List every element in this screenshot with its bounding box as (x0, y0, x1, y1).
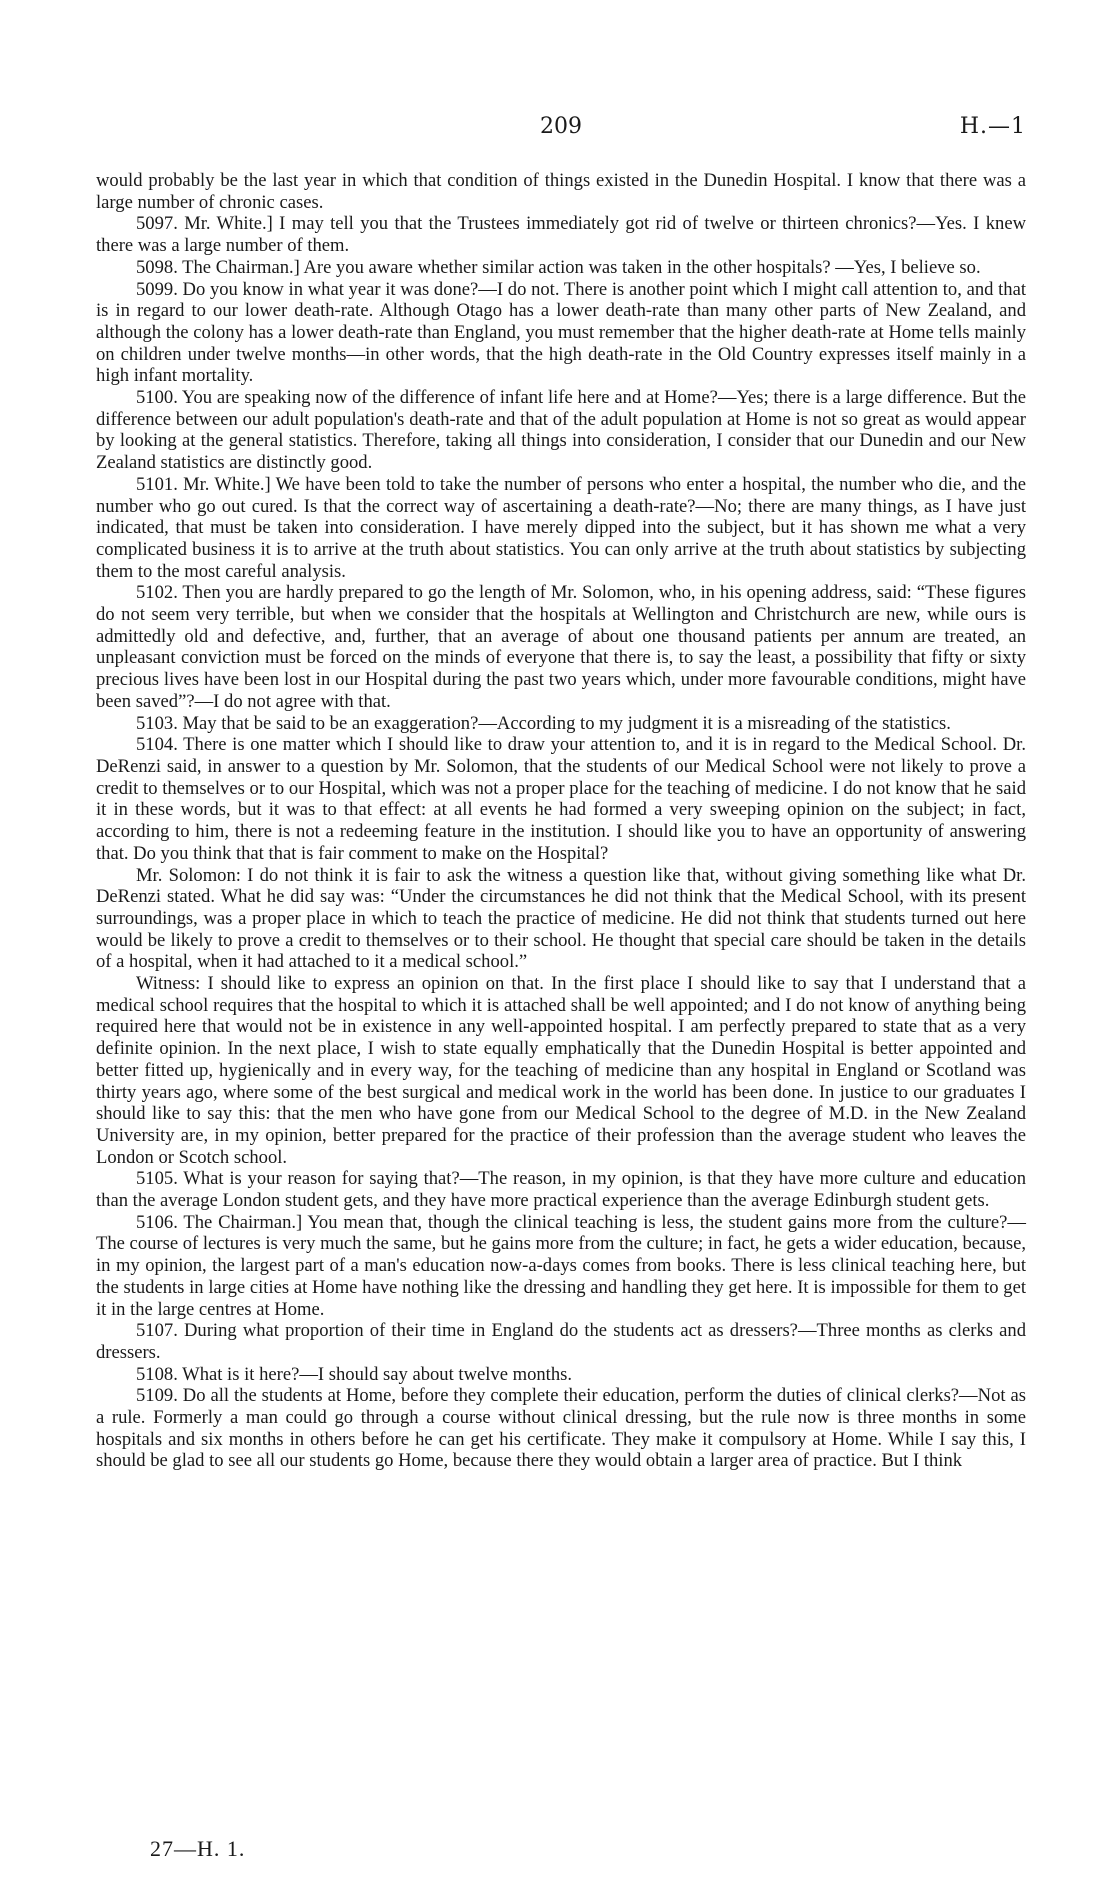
body-text (96, 170, 1026, 1472)
paragraph-5104: 5104. There is one matter which I should like to draw your attention to, and it is in regard to the Medical School. Dr. DeRenzi said, in answer to a question by Mr. Solomon, that the students of our Medical School were not likely to prove a credit to themselves or to our Hospital, which was not a proper place for the teaching of medicine. I do not know that he said it in these words, but it was to that effect: at all events he had formed a very sweeping opinion on the subject; in fact, according to him, there is not a redeeming feature in the institution. I should like you to have an opportunity of answering that. Do you think that that is fair comment to make on the Hospital? (96, 734, 1026, 864)
paragraph-5097: 5097. Mr. White.] I may tell you that the Trustees immediately got rid of twelve or thirteen chronics?—Yes. I knew there was a large number of them. (96, 213, 1026, 257)
paragraph-mr-solomon: Mr. Solomon: I do not think it is fair to ask the witness a question like that, without giving something like what Dr. DeRenzi stated. What he did say was: “Under the circumstances he did not think that the Medical School, with its present surroundings, was a proper place in which to teach the practice of medicine. He did not think that students turned out here would be likely to prove a credit to themselves or to their school. He thought that special care should be taken in the details of a hospital, when it had attached to it a medical school.” (96, 864, 1026, 973)
paragraph-5108: 5108. What is it here?—I should say about twelve months. (136, 1363, 573, 1385)
paragraph-5106: 5106. The Chairman.] You mean that, though the clinical teaching is less, the student gains more from the culture?—The course of lectures is very much the same, but he gains more from the culture; in fact, he gets a wider education, because, in my opinion, the largest part of a man's education now-a-days comes from books. There is less clinical teaching here, but the students in large cities at Home have nothing like the dressing and handling they get here. It is impossible for them to get it in the large centres at Home. (96, 1211, 1026, 1320)
paragraph-witness: Witness: I should like to express an opinion on that. In the first place I should like to say that I understand that a medical school requires that the hospital to which it is attached shall be well appointed; and I do not know of anything being required here that would not be in existence in any well-appointed hospital. I am perfectly prepared to state that as a very definite opinion. In the next place, I wish to state equally emphatically that the Dunedin Hospital is better appointed and better fitted up, hygienically and in every way, for the teaching of medicine than any hospital in England or Scotland was thirty years ago, where some of the best surgical and medical work in the world has been done. In justice to our graduates I should like to say this: that the men who have gone from our Medical School to the degree of M.D. in the New Zealand University are, in my opinion, better prepared for the practice of their profession than the average student who leaves the London or Scotch school. (96, 973, 1026, 1168)
paragraph-5107: 5107. During what proportion of their time in England do the students act as dressers?—Three months as clerks and dressers. (96, 1320, 1026, 1363)
paragraph-5098: 5098. The Chairman.] Are you aware whether similar action was taken in the other hospitals? —Yes, I believe so. (136, 256, 981, 278)
paragraph-5102: 5102. Then you are hardly prepared to go the length of Mr. Solomon, who, in his opening address, said: “These figures do not seem very terrible, but when we consider that the hospitals at Wellington and Christchurch are new, while ours is admittedly old and defective, and, further, that an average of about one thousand patients per annum are treated, an unpleasant conviction must be forced on the minds of everyone that there is, to say the least, a possibility that fifty or sixty precious lives have been lost in our Hospital during the past two years which, under more favourable conditions, might have been saved”?—I do not agree with that. (96, 582, 1026, 712)
paragraph-5103: 5103. May that be said to be an exaggeration?—According to my judgment it is a misreading of the statistics. (136, 712, 951, 734)
page-footer-signature: 27—H. 1. (150, 1836, 246, 1861)
page-header (96, 114, 1026, 148)
paragraph-5109: 5109. Do all the students at Home, before they complete their education, perform the duties of clinical clerks?—Not as a rule. Formerly a man could go through a course without clinical dressing, but the rule now is three months in some hospitals and six months in others before he can get his certificate. They make it compulsory at Home. While I say this, I should be glad to see all our students go Home, because there they would obtain a larger area of practice. But I think (96, 1385, 1026, 1472)
paragraph-5105: 5105. What is your reason for saying that?—The reason, in my opinion, is that they have more culture and education than the average London student gets, and they have more practical experience than the average Edinburgh student gets. (96, 1168, 1026, 1212)
paper-reference: H.—1 (959, 114, 1026, 139)
paragraph-continuation: would probably be the last year in which that condition of things existed in the Dunedin Hospital. I know that there was a large number of chronic cases. (96, 170, 1026, 213)
page-number: 209 (540, 114, 582, 139)
paragraph-5100: 5100. You are speaking now of the difference of infant life here and at Home?—Yes; there is a large difference. But the difference between our adult population's death-rate and that of the adult population at Home is not so great as would appear by looking at the general statistics. Therefore, taking all things into consideration, I consider that our Dunedin and our New Zealand statistics are distinctly good. (96, 387, 1026, 474)
paragraph-5099: 5099. Do you know in what year it was done?—I do not. There is another point which I might call attention to, and that is in regard to our lower death-rate. Although Otago has a lower death-rate than many other parts of New Zealand, and although the colony has a lower death-rate than England, you must remember that the higher death-rate at Home tells mainly on children under twelve months—in other words, that the high death-rate in the Old Country expresses itself mainly in a high infant mortality. (96, 278, 1026, 387)
paragraph-5101: 5101. Mr. White.] We have been told to take the number of persons who enter a hospital, the number who die, and the number who go out cured. Is that the correct way of ascertaining a death-rate?—No; there are many things, as I have just indicated, that must be taken into consideration. I have merely dipped into the subject, but it has shown me what a very complicated business it is to arrive at the truth about statistics. You can only arrive at the truth about statistics by subjecting them to the most careful analysis. (96, 473, 1026, 582)
